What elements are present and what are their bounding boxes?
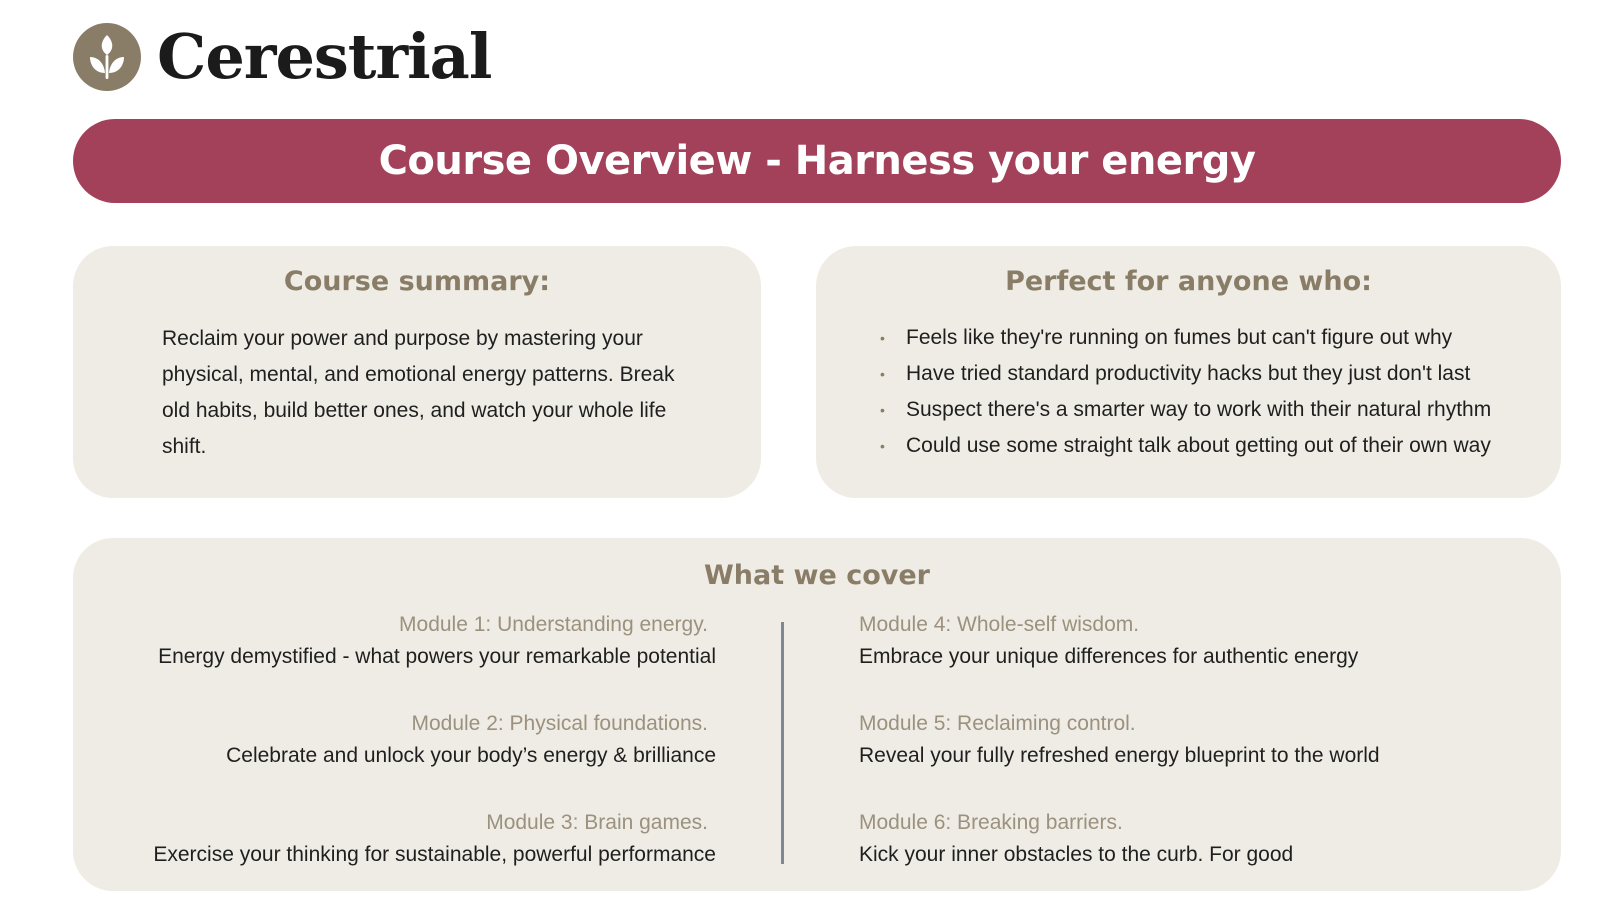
course-summary-text: Reclaim your power and purpose by mastering your physical, mental, and emotional energy patterns. Break old habits, build better ones, and watch your whole life shift.: [162, 327, 675, 458]
audience-item-text: Suspect there's a smarter way to work with their natural rhythm: [906, 398, 1492, 421]
what-we-cover-heading: What we cover: [704, 560, 930, 591]
modules-left-column: [73, 610, 716, 907]
audience-list: [880, 320, 1491, 464]
audience-item-text: Could use some straight talk about getting out of their own way: [906, 434, 1491, 457]
module-description: Embrace your unique differences for authentic energy: [859, 645, 1359, 668]
module-item: [73, 808, 716, 907]
module-title: Module 5: Reclaiming control.: [859, 712, 1136, 735]
target-audience-card: [816, 246, 1561, 498]
module-description: Exercise your thinking for sustainable, powerful performance: [153, 843, 716, 866]
list-item: [880, 392, 1491, 428]
page-title: Course Overview - Harness your energy: [378, 138, 1256, 184]
audience-item-text: Have tried standard productivity hacks but they just don't last: [906, 362, 1471, 385]
course-summary-card: [73, 246, 761, 498]
list-item: [880, 428, 1491, 464]
audience-item-text: Feels like they're running on fumes but can't figure out why: [906, 326, 1453, 349]
module-title: Module 4: Whole-self wisdom.: [859, 613, 1140, 636]
module-description: Reveal your fully refreshed energy blueprint to the world: [859, 744, 1380, 767]
module-description: Energy demystified - what powers your remarkable potential: [158, 645, 716, 668]
list-item: [880, 320, 1491, 356]
what-we-cover-card: [73, 538, 1561, 891]
course-title-banner: [73, 119, 1561, 203]
module-title: Module 6: Breaking barriers.: [859, 811, 1123, 834]
bullet-icon: •: [880, 366, 885, 382]
module-title: Module 2: Physical foundations.: [411, 712, 708, 735]
leaf-sprout-icon: [73, 23, 141, 91]
module-description: Kick your inner obstacles to the curb. For good: [859, 843, 1294, 866]
module-item: [859, 610, 1539, 709]
module-title: Module 3: Brain games.: [486, 811, 708, 834]
brand-logo: [73, 22, 491, 92]
bullet-icon: •: [880, 438, 885, 454]
module-item: [859, 709, 1539, 808]
module-item: [859, 808, 1539, 907]
modules-right-column: [859, 610, 1539, 907]
module-item: [73, 610, 716, 709]
module-item: [73, 709, 716, 808]
module-title: Module 1: Understanding energy.: [399, 613, 708, 636]
list-item: [880, 356, 1491, 392]
column-divider: [781, 622, 784, 864]
target-audience-heading: Perfect for anyone who:: [1005, 266, 1372, 297]
brand-name: Cerestrial: [157, 20, 492, 93]
bullet-icon: •: [880, 330, 885, 346]
module-description: Celebrate and unlock your body’s energy & brilliance: [226, 744, 716, 767]
bullet-icon: •: [880, 402, 885, 418]
course-summary-heading: Course summary:: [283, 266, 551, 297]
